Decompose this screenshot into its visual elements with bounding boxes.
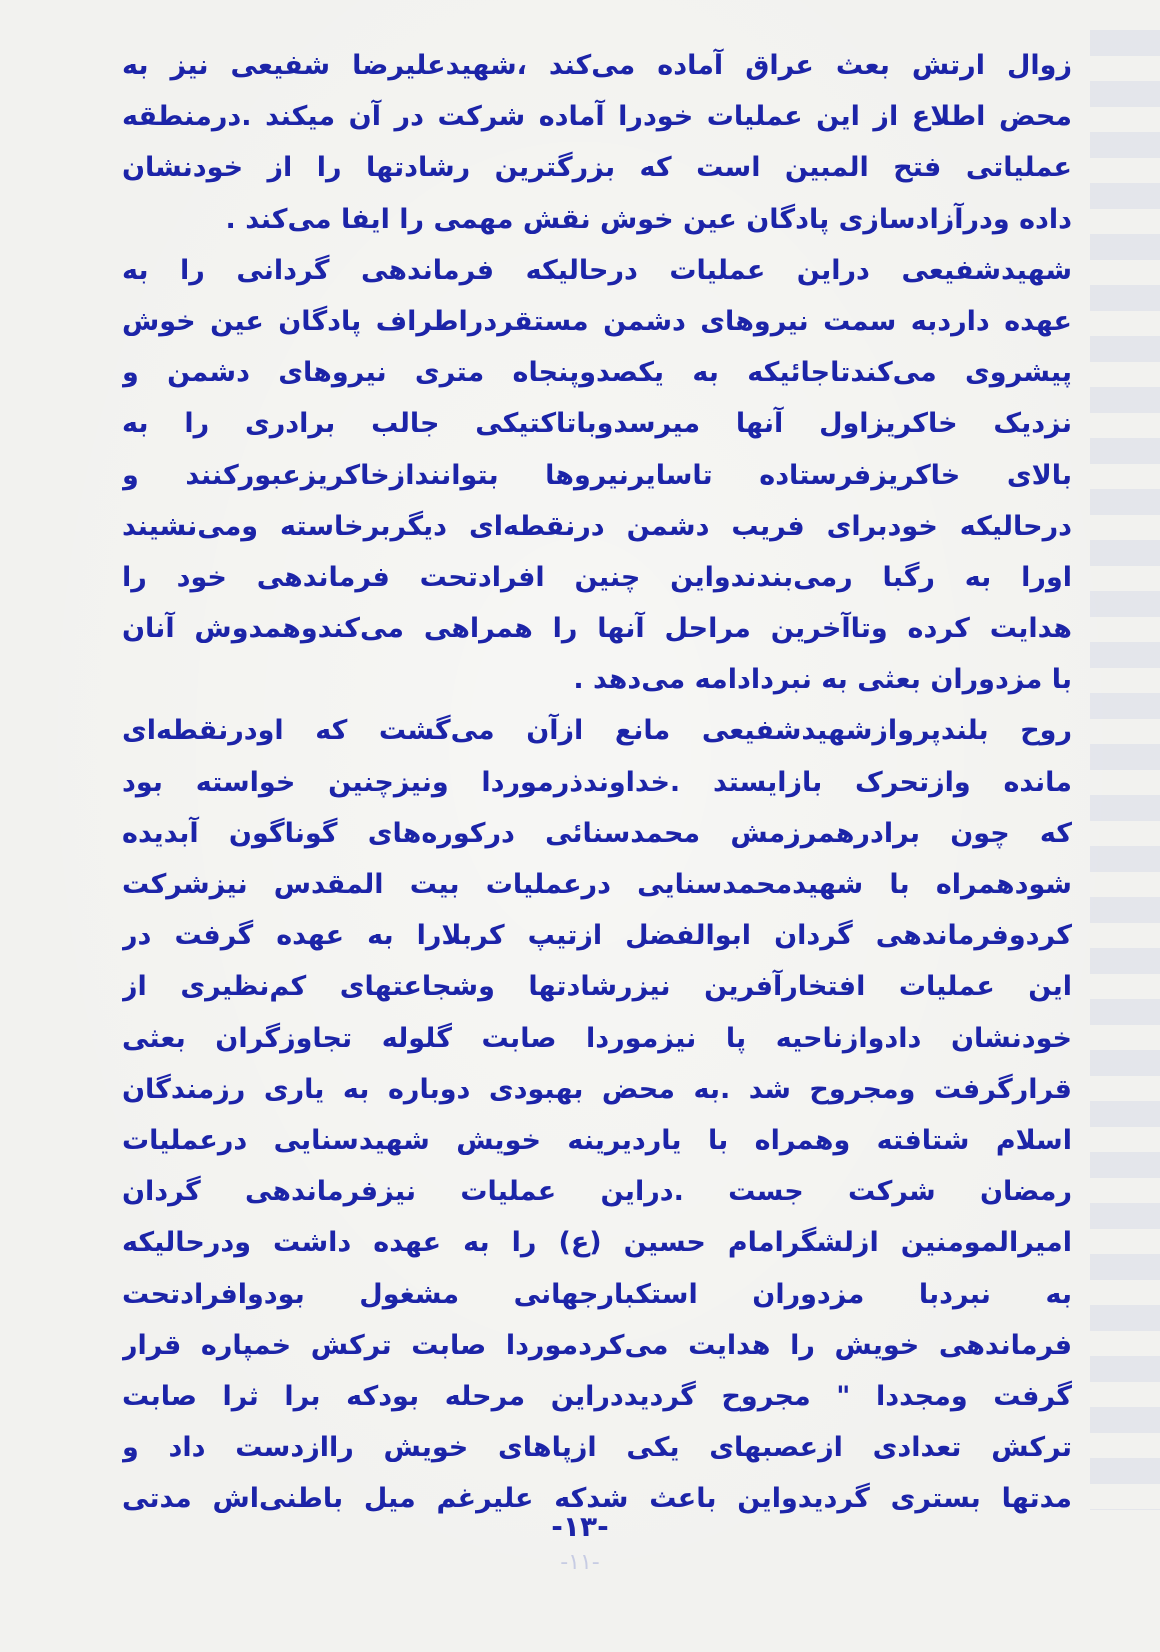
text-line: هدایت کرده وتاآخرین مراحل آنها را همراهی می‌کندوهمدوش آنان bbox=[122, 613, 1072, 645]
text-line: نزدیک خاکریزاول آنها میرسدوباتاکتیکی جالب برادری را به bbox=[122, 408, 1072, 440]
text-line: عملیاتی فتح المبین است که بزرگترین رشادتها را از خودنشان bbox=[122, 152, 1072, 184]
text-line: با مزدوران بعثی به نبردادامه می‌دهد . bbox=[573, 664, 1072, 696]
text-line: شهیدشفیعی دراین عملیات درحالیکه فرماندهی گردانی را به bbox=[122, 254, 1072, 286]
text-line: اسلام شتافته وهمراه با یاردیرینه خویش شهیدسنایی درعملیات bbox=[122, 1124, 1072, 1156]
text-line: محض اطلاع از این عملیات خودرا آماده شرکت در آن میکند .درمنطقه bbox=[122, 101, 1072, 133]
text-line: گرفت ومجددا " مجروح گردیددراین مرحله بودکه برا ثرا صابت bbox=[122, 1380, 1072, 1412]
text-line: رمضان شرکت جست .دراین عملیات نیزفرماندهی گردان bbox=[122, 1176, 1072, 1208]
text-line: درحالیکه خودبرای فریب دشمن درنقطه‌ای دیگربرخاسته ومی‌نشیند bbox=[122, 510, 1072, 542]
text-line: خودنشان دادوازناحیه پا نیزموردا صابت گلوله تجاوزگران بعثی bbox=[122, 1022, 1072, 1054]
page-number: -۱۳- bbox=[551, 1510, 609, 1543]
text-line: که چون برادرهمرزمش محمدسنائی درکوره‌های گوناگون آبدیده bbox=[122, 817, 1072, 849]
show-through-ink bbox=[1090, 30, 1160, 1510]
text-line: عهده داردبه سمت نیروهای دشمن مستقردراطراف پادگان عین خوش bbox=[122, 305, 1072, 337]
body-text bbox=[122, 40, 1072, 1524]
text-line: روح بلندپروازشهیدشفیعی مانع ازآن می‌گشت که اودرنقطه‌ای bbox=[122, 715, 1072, 747]
text-line: این عملیات افتخارآفرین نیزرشادتها وشجاعتهای کم‌نظیری از bbox=[122, 971, 1072, 1003]
text-line: فرماندهی خویش را هدایت می‌کردموردا صابت ترکش خمپاره قرار bbox=[122, 1329, 1072, 1361]
text-line: زوال ارتش بعث عراق آماده می‌کند ،شهیدعلیرضا شفیعی نیز به bbox=[122, 50, 1072, 81]
text-line: قرارگرفت ومجروح شد .به محض بهبودی دوباره به یاری رزمندگان bbox=[122, 1073, 1072, 1105]
text-line: اورا به رگبا رمی‌بندندواین چنین افرادتحت فرماندهی خود را bbox=[122, 561, 1072, 593]
text-line: ترکش تعدادی ازعصبهای یکی ازپاهای خویش راازدست داد و bbox=[122, 1432, 1072, 1464]
text-line: مدتها بستری گردیدواین باعث شدکه علیرغم میل باطنی‌اش مدتی bbox=[122, 1483, 1072, 1515]
text-line: به نبردبا مزدوران استکبارجهانی مشغول بودوافرادتحت bbox=[122, 1278, 1072, 1310]
text-line: مانده وازتحرک بازایستد .خداوندذرموردا ونیزچنین خواسته بود bbox=[122, 766, 1072, 798]
show-through-page-number: -۱۱- bbox=[560, 1550, 600, 1575]
text-line: کردوفرماندهی گردان ابوالفضل ازتیپ کربلارا به عهده گرفت در bbox=[122, 920, 1072, 952]
text-line: امیرالمومنین ازلشگرامام حسین (ع) را به عهده داشت ودرحالیکه bbox=[122, 1227, 1072, 1259]
text-line: پیشروی می‌کندتاجائیکه به یکصدوپنجاه متری نیروهای دشمن و bbox=[122, 357, 1072, 389]
text-line: شودهمراه با شهیدمحمدسنایی درعملیات بیت المقدس نیزشرکت bbox=[122, 869, 1072, 900]
text-line: بالای خاکریزفرستاده تاسایرنیروها بتوانندازخاکریزعبورکنند و bbox=[122, 459, 1072, 491]
text-line: داده ودرآزادسازی پادگان عین خوش نقش مهمی را ایفا می‌کند . bbox=[225, 203, 1072, 235]
